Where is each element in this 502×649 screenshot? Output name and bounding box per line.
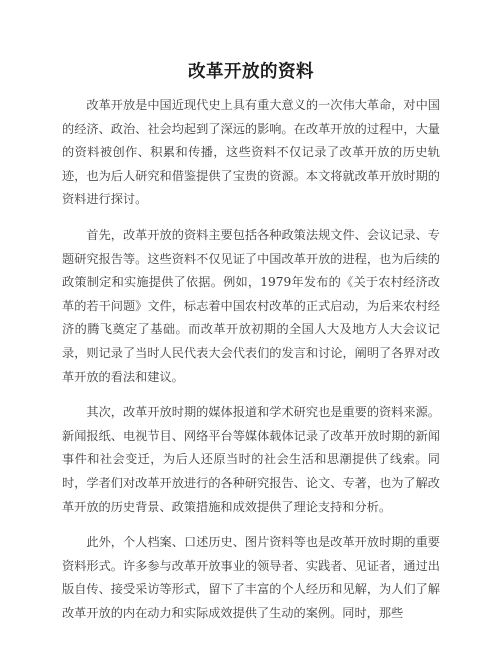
paragraph-2: 首先，改革开放的资料主要包括各种政策法规文件、会议记录、专题研究报告等。这些资料不仅见证了中国改革开放的进程，也为后续的政策制定和实施提供了依据。例如，1979年发布的《关于农村经济改革的若干问题》文件，标志着中国农村改革的正式启动，为后来农村经济的腾飞奠定了基础。而改革开放初期的全国人大及地方人大会议记录，则记录了当时人民代表大会代表们的发言和讨论，阐明了各界对改革开放的看法和建议。 bbox=[62, 227, 440, 384]
paragraph-3: 其次，改革开放时期的媒体报道和学术研究也是重要的资料来源。新闻报纸、电视节目、网络平台等媒体载体记录了改革开放时期的新闻事件和社会变迁，为后人还原当时的社会生活和思潮提供了线索。同时，学者们对改革开放进行的各种研究报告、论文、专著，也为了解改革开放的历史背景、政策措施和成效提供了理论支持和分析。 bbox=[62, 405, 440, 514]
paragraph-1: 改革开放是中国近现代史上具有重大意义的一次伟大革命，对中国的经济、政治、社会均起到了深远的影响。在改革开放的过程中，大量的资料被创作、积累和传播，这些资料不仅记录了改革开放的历史轨迹，也为后人研究和借鉴提供了宝贵的资源。本文将就改革开放时期的资料进行探讨。 bbox=[62, 98, 440, 207]
paragraph-4: 此外，个人档案、口述历史、图片资料等也是改革开放时期的重要资料形式。许多参与改革开放事业的领导者、实践者、见证者，通过出版自传、接受采访等形式，留下了丰富的个人经历和见解，为人们了解改革开放的内在动力和实际成效提供了生动的案例。同时，那些 bbox=[62, 535, 440, 620]
document-title: 改革开放的资料 bbox=[188, 62, 314, 82]
